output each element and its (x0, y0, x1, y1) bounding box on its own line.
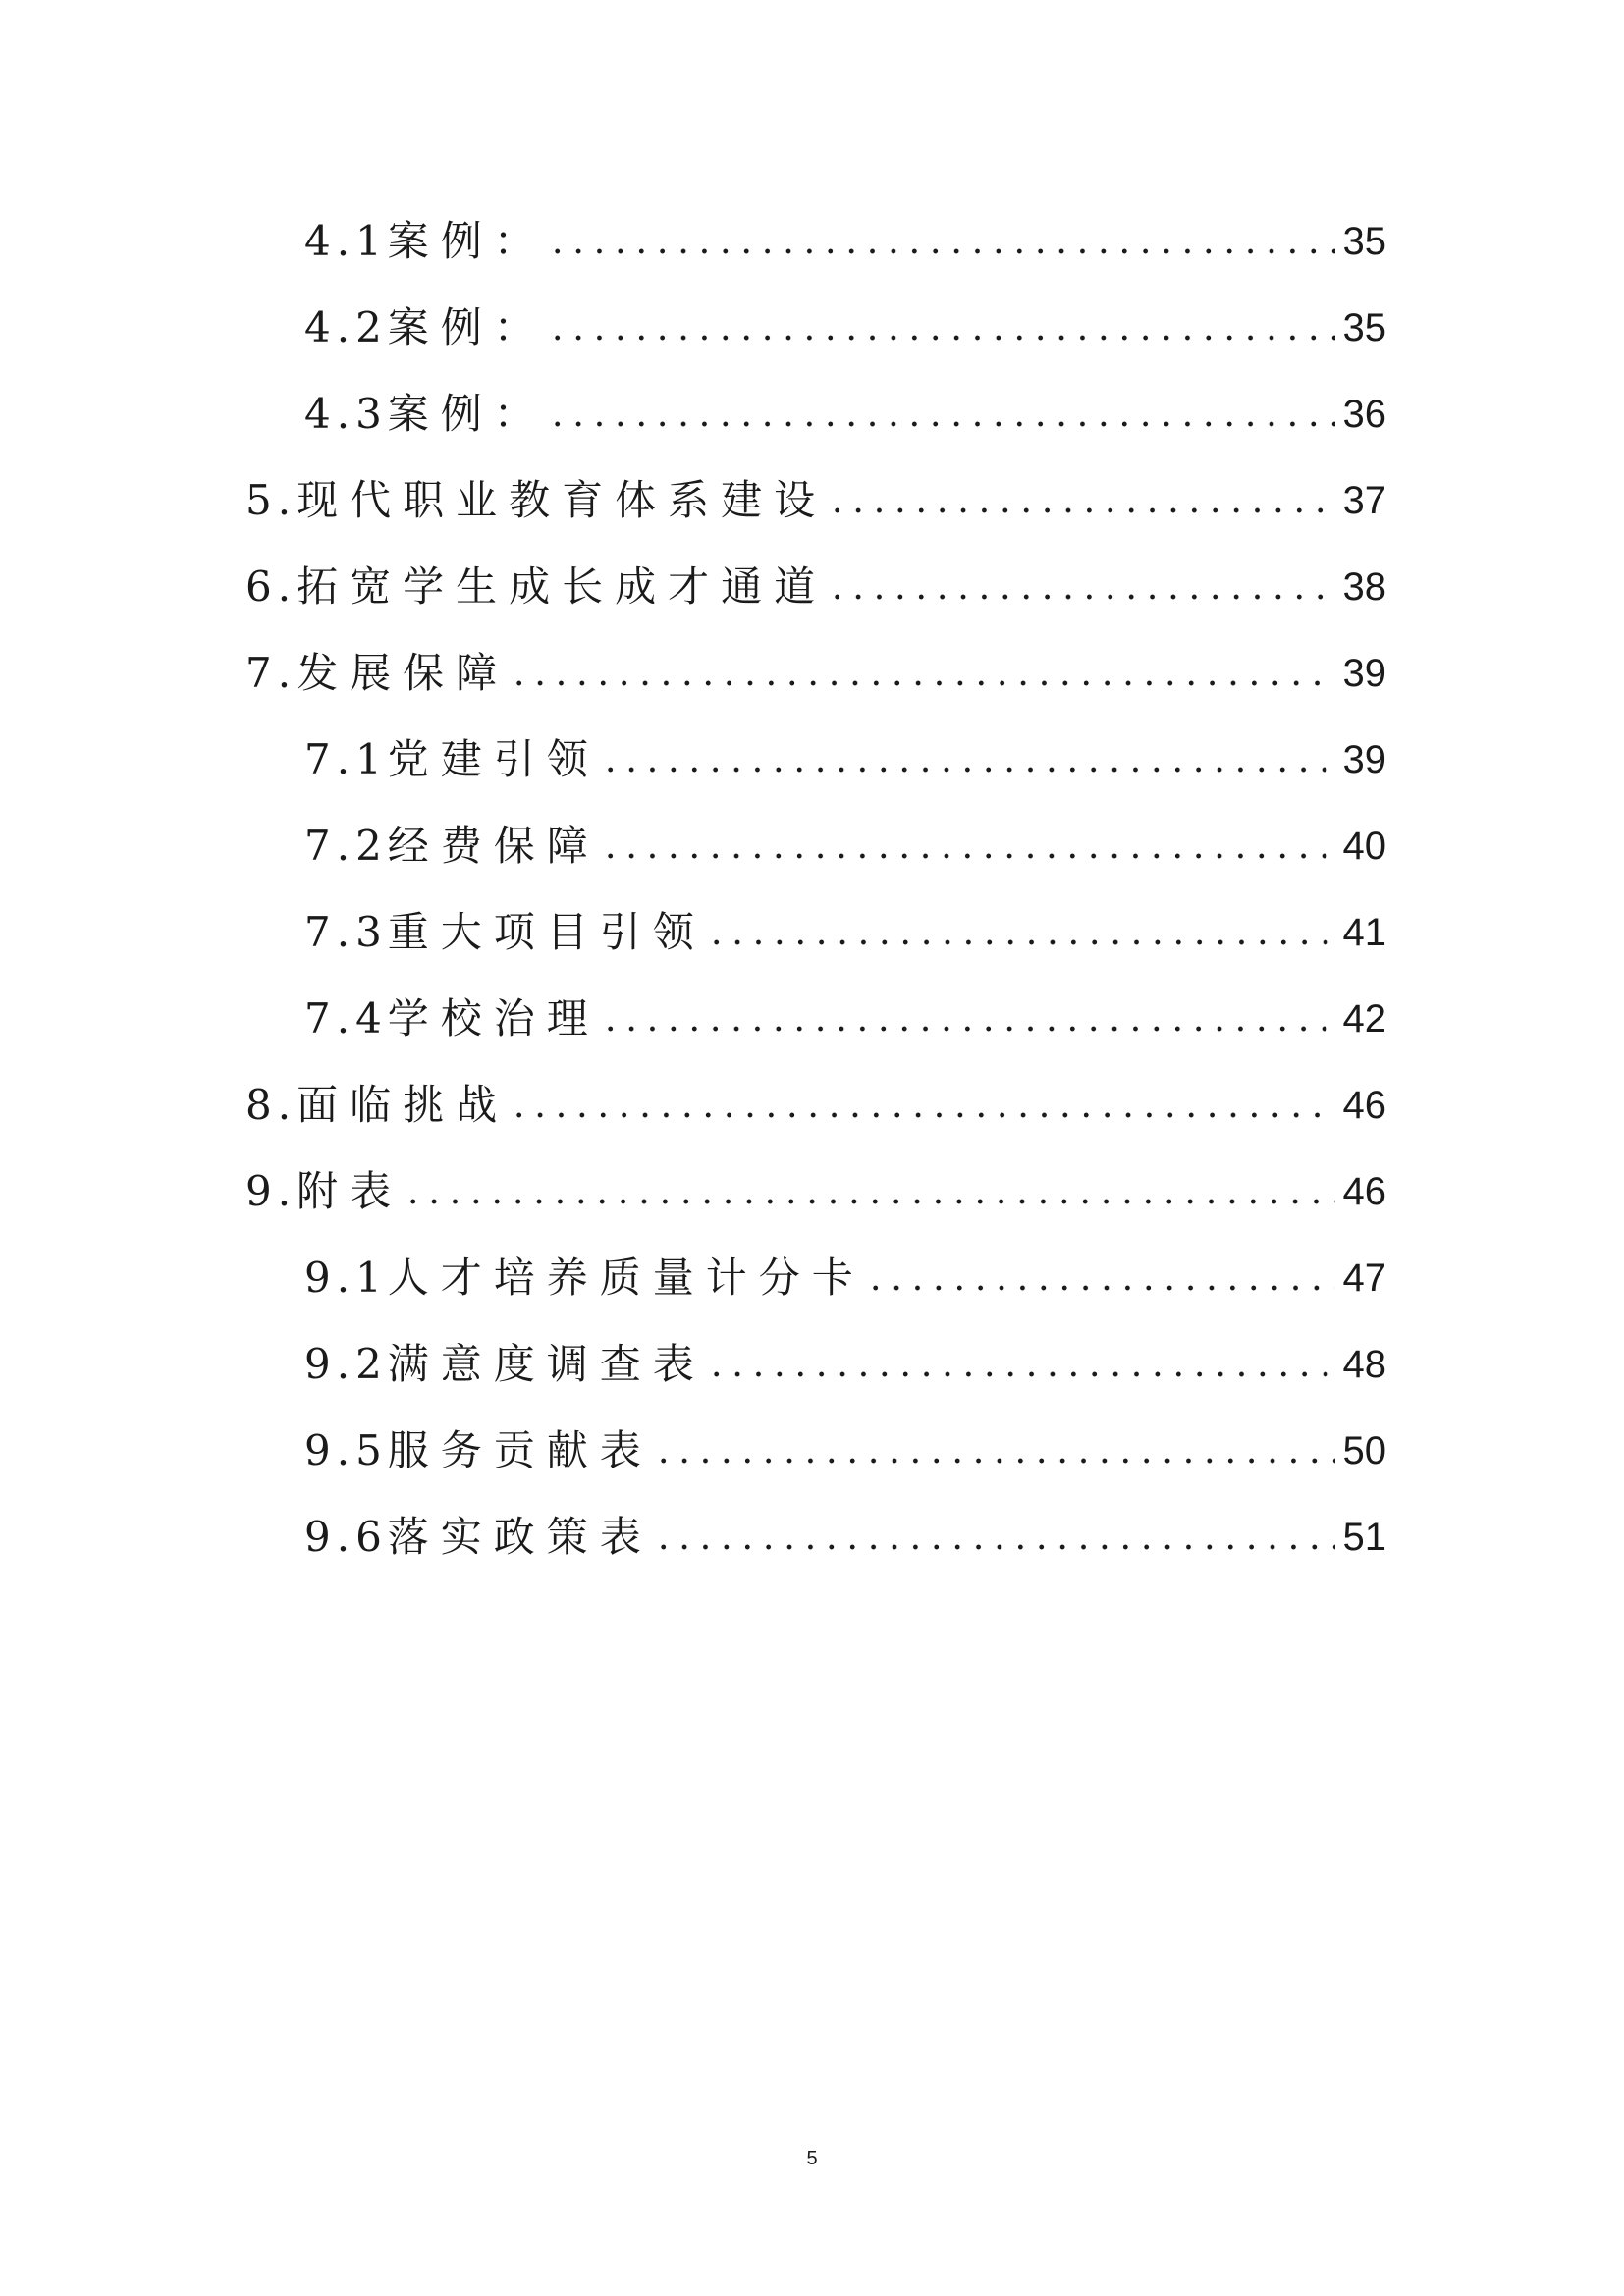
toc-entry-number: 9. (245, 1167, 298, 1215)
toc-entry[interactable] (304, 212, 1386, 271)
dot-leader (865, 1282, 1335, 1294)
dot-leader (600, 1023, 1335, 1035)
toc-entry[interactable] (245, 1162, 1386, 1221)
toc-entry[interactable] (304, 1421, 1386, 1480)
toc-entry-title: 人才培养质量计分卡 (387, 1254, 865, 1302)
dot-leader (706, 936, 1335, 948)
dot-leader (653, 1455, 1335, 1467)
toc-entry-title: 案例： (387, 390, 547, 438)
toc-entry-title: 服务贡献表 (387, 1426, 653, 1474)
toc-entry[interactable] (304, 1508, 1386, 1567)
toc-entry[interactable] (245, 644, 1386, 703)
dot-leader (547, 245, 1335, 257)
toc-entry-title: 案例： (387, 217, 547, 265)
dot-leader (706, 1368, 1335, 1380)
toc-entry-title: 经费保障 (387, 822, 600, 870)
toc-entry-title: 现代职业教育体系建设 (297, 476, 828, 524)
toc-entry-page: 35 (1342, 306, 1386, 349)
dot-leader (827, 505, 1334, 516)
toc-entry[interactable] (245, 1076, 1386, 1135)
toc-entry-number: 7.4 (304, 994, 388, 1042)
toc-entry-page: 39 (1342, 738, 1386, 781)
dot-leader (509, 677, 1334, 689)
toc-entry-number: 7. (245, 649, 298, 697)
toc-entry-page: 51 (1342, 1516, 1386, 1559)
toc-entry-title: 面临挑战 (297, 1081, 510, 1129)
toc-entry-number: 4.2 (304, 303, 388, 351)
toc-entry[interactable] (304, 1249, 1386, 1308)
toc-entry-title: 附表 (297, 1167, 404, 1215)
toc-entry-title: 案例： (387, 303, 547, 351)
toc-entry[interactable] (304, 989, 1386, 1048)
toc-entry-title: 满意度调查表 (387, 1340, 706, 1388)
toc-entry-title: 落实政策表 (387, 1513, 653, 1561)
toc-entry[interactable] (304, 730, 1386, 789)
toc-entry-page: 47 (1342, 1256, 1386, 1300)
toc-entry-number: 7.1 (304, 735, 388, 783)
toc-entry-number: 5. (245, 476, 298, 524)
toc-entry-number: 6. (245, 562, 298, 611)
toc-entry-number: 4.1 (304, 217, 388, 265)
toc-entry-page: 46 (1342, 1084, 1386, 1127)
toc-entry-title: 发展保障 (297, 649, 510, 697)
toc-entry-number: 9.1 (304, 1254, 388, 1302)
toc-entry[interactable] (304, 298, 1386, 357)
toc-entry-number: 4.3 (304, 390, 388, 438)
toc-entry-number: 9.6 (304, 1513, 388, 1561)
toc-entry-page: 36 (1342, 393, 1386, 436)
dot-leader (547, 418, 1335, 430)
toc-entry-page: 38 (1342, 565, 1386, 609)
dot-leader (403, 1196, 1334, 1207)
dot-leader (653, 1541, 1335, 1553)
dot-leader (600, 764, 1335, 775)
toc-entry[interactable] (304, 817, 1386, 876)
dot-leader (827, 591, 1334, 603)
toc-entry[interactable] (304, 1335, 1386, 1394)
toc-entry[interactable] (245, 558, 1386, 616)
toc-entry-page: 37 (1342, 479, 1386, 522)
toc-entry[interactable] (245, 471, 1386, 530)
page-number: 5 (806, 2148, 818, 2169)
dot-leader (509, 1109, 1334, 1121)
dot-leader (600, 850, 1335, 862)
toc-entry-page: 35 (1342, 220, 1386, 263)
toc-entry-page: 48 (1342, 1343, 1386, 1386)
toc-entry-page: 41 (1342, 911, 1386, 954)
toc-entry-title: 党建引领 (387, 735, 600, 783)
toc-entry-number: 7.2 (304, 822, 388, 870)
toc-entry-page: 39 (1342, 652, 1386, 695)
toc-entry-page: 42 (1342, 997, 1386, 1041)
toc-entry-number: 9.5 (304, 1426, 388, 1474)
dot-leader (547, 332, 1335, 344)
toc-entry-number: 8. (245, 1081, 298, 1129)
toc-entry-title: 学校治理 (387, 994, 600, 1042)
toc-entry-number: 7.3 (304, 908, 388, 956)
toc-entry-page: 46 (1342, 1170, 1386, 1213)
toc-entry[interactable] (304, 385, 1386, 444)
toc-entry[interactable] (304, 903, 1386, 962)
toc-entry-page: 40 (1342, 825, 1386, 868)
toc-entry-title: 拓宽学生成长成才通道 (297, 562, 828, 611)
toc-entry-title: 重大项目引领 (387, 908, 706, 956)
toc-entry-page: 50 (1342, 1429, 1386, 1472)
toc-entry-number: 9.2 (304, 1340, 388, 1388)
